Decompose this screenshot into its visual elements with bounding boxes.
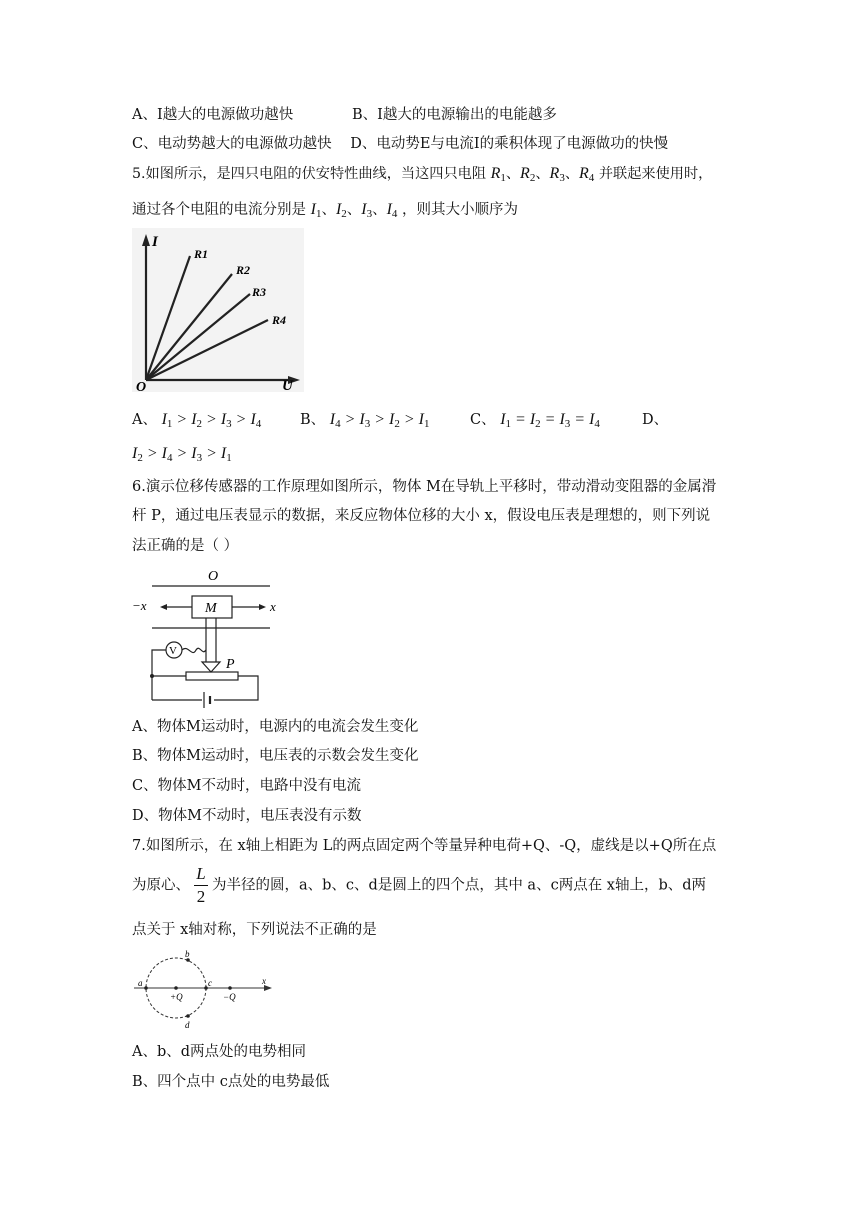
- q5-option-b-expr: $I_4 > I_3 > I_2 > I_1$: [329, 411, 430, 430]
- q6-option-d: D、物体M不动时，电压表没有示数: [132, 808, 362, 824]
- q6-stem-line-3: 法正确的是（ ）: [132, 538, 239, 554]
- q4-option-b: B、I越大的电源输出的电能越多: [352, 107, 557, 123]
- label-plus-q: +Q: [170, 992, 183, 1002]
- label-v: V: [169, 645, 177, 657]
- q5-stem-text-2: 并联起来使用时，: [598, 166, 713, 182]
- node-dot: [150, 674, 154, 678]
- label-a: a: [138, 978, 143, 988]
- sep: 、: [564, 166, 580, 182]
- axis-label-u: U: [282, 378, 293, 392]
- label-minus-x: −x: [132, 598, 147, 613]
- q5-stem-text-4: ，则其大小顺序为: [402, 202, 519, 218]
- current-i3: $I_3$: [361, 201, 373, 220]
- resistor-r4: $R_4$: [579, 165, 595, 184]
- label-b: b: [185, 949, 190, 959]
- label-c: c: [208, 978, 212, 988]
- q5-stem-line-2: [132, 200, 518, 224]
- point-a: [144, 986, 148, 990]
- q5-option-c-label: C、: [470, 412, 496, 428]
- q5-options-row: [132, 410, 669, 434]
- resistor-r2: $R_2$: [520, 165, 536, 184]
- q4-option-row-2: [132, 134, 668, 154]
- current-i4: $I_4$: [386, 201, 398, 220]
- q5-option-d-expr-row: [132, 444, 232, 468]
- resistor-r3: $R_3$: [549, 165, 565, 184]
- frac-bar: [194, 885, 208, 886]
- q7-stem-text: 为原心、: [132, 877, 190, 894]
- charge-circle-diagram: [130, 948, 280, 1030]
- q4-option-d: D、电动势E与电流I的乘积体现了电源做功的快慢: [350, 136, 669, 152]
- sep: 、: [535, 166, 550, 182]
- q6-stem-line-1: 6.演示位移传感器的工作原理如图所示，物体 M在导轨上平移时，带动滑动变阻器的金属滑: [132, 479, 717, 495]
- point-d: [186, 1014, 190, 1018]
- q5-option-d-label: D、: [642, 412, 669, 428]
- label-r3: R3: [252, 285, 267, 299]
- wire-wavy: [182, 648, 206, 652]
- q4-option-a: A、I越大的电源做功越快: [132, 107, 294, 123]
- label-r4: R4: [272, 313, 287, 327]
- slider-tip: [202, 662, 220, 672]
- q5-option-a-label: A、: [132, 412, 157, 428]
- q5-stem-text-3: 通过各个电阻的电流分别是: [132, 202, 306, 218]
- iu-characteristic-graph: [132, 228, 304, 392]
- current-i1: $I_1$: [310, 201, 322, 220]
- q7-stem-line-1: 7.如图所示，在 x轴上相距为 L的两点固定两个等量异种电荷+Q、-Q，虚线是以+Q所在点: [132, 838, 717, 854]
- label-x-axis: x: [262, 976, 266, 986]
- frac-numerator: L: [196, 864, 206, 883]
- q6-option-c: C、物体M不动时，电路中没有电流: [132, 778, 361, 794]
- q6-stem-line-2: 杆 P，通过电压表显示的数据，来反应物体位移的大小 x，假设电压表是理想的，则下列说: [132, 508, 711, 524]
- q5-option-a-expr: $I_1 > I_2 > I_3 > I_4$: [161, 411, 262, 430]
- label-r2: R2: [236, 263, 251, 277]
- q6-option-a: A、物体M运动时，电源内的电流会发生变化: [132, 719, 419, 735]
- label-o: O: [208, 569, 219, 584]
- sep: 、: [346, 202, 362, 218]
- rheostat: [186, 672, 238, 680]
- q7-stem-line-2: [132, 864, 706, 907]
- q5-option-c: [470, 410, 600, 434]
- current-i2: $I_2$: [335, 201, 347, 220]
- sep: 、: [505, 166, 521, 182]
- point-plus-q: [174, 986, 178, 990]
- label-minus-q: −Q: [223, 992, 236, 1002]
- label-d: d: [185, 1020, 190, 1030]
- fraction-l-over-2: [194, 864, 208, 907]
- q5-option-b-label: B、: [300, 412, 326, 428]
- right-arrowhead-icon: [259, 604, 266, 610]
- displacement-sensor-diagram: [130, 566, 280, 710]
- label-p: P: [226, 657, 235, 672]
- label-x: x: [270, 599, 276, 614]
- q5-option-c-expr: $I_1 = I_2 = I_3 = I_4$: [500, 411, 600, 430]
- q4-option-c: C、电动势越大的电源做功越快: [132, 136, 332, 152]
- origin-label: O: [136, 380, 147, 392]
- q6-option-b: B、物体M运动时，电压表的示数会发生变化: [132, 748, 419, 764]
- q7-stem-text-2: 为半径的圆，a、b、c、d是圆上的四个点，其中 a、c两点在 x轴上，b、d两: [212, 877, 707, 894]
- q7-option-a: A、b、d两点处的电势相同: [132, 1044, 307, 1060]
- frac-denominator: 2: [196, 887, 206, 906]
- q5-option-b: [300, 410, 429, 434]
- q7-stem-line-3: 点关于 x轴对称，下列说法不正确的是: [132, 922, 377, 938]
- q7-option-b: B、四个点中 c点处的电势最低: [132, 1074, 330, 1090]
- label-r1: R1: [194, 247, 209, 261]
- q5-option-d-expr: $I_2 > I_4 > I_3 > I_1$: [132, 445, 232, 464]
- label-m: M: [205, 601, 217, 616]
- resistor-r1: $R_1$: [490, 165, 506, 184]
- point-minus-q: [228, 986, 232, 990]
- q5-stem-text: 5.如图所示，是四只电阻的伏安特性曲线，当这四只电阻: [132, 166, 487, 182]
- sep: 、: [321, 202, 336, 218]
- q4-option-row-1: [132, 105, 557, 125]
- q5-stem-line-1: [132, 164, 712, 188]
- left-arrowhead-icon: [160, 604, 167, 610]
- axis-label-i: I: [152, 234, 158, 250]
- sep: 、: [372, 202, 387, 218]
